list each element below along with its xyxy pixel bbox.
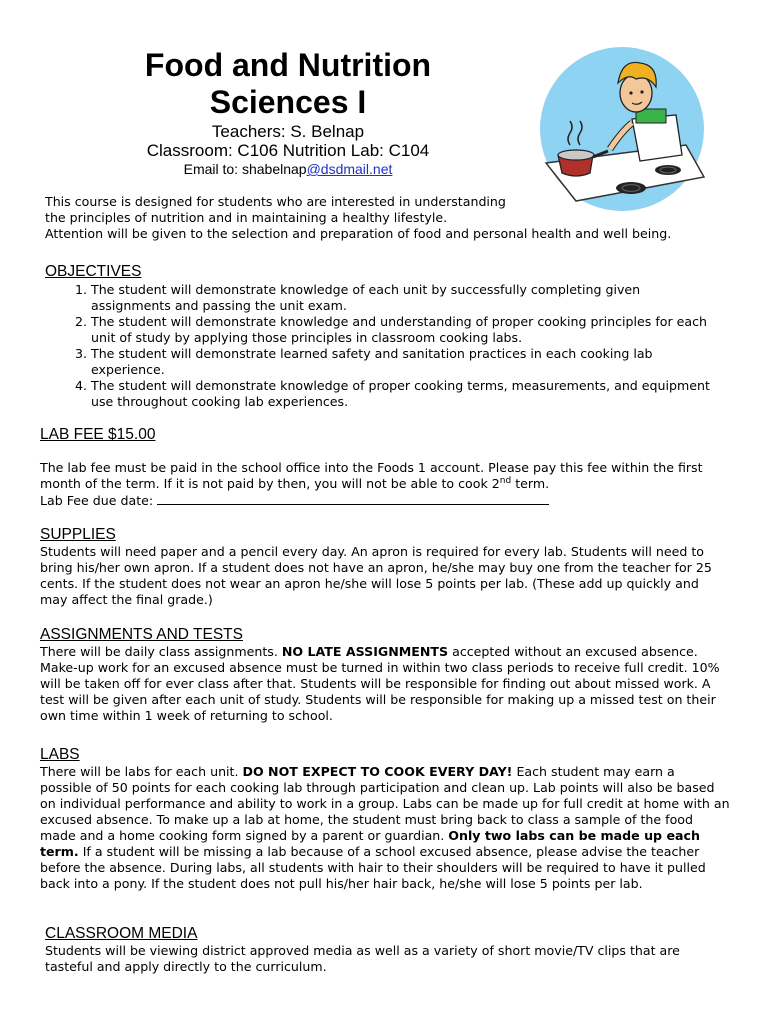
assignments-heading: ASSIGNMENTS AND TESTS [40, 626, 243, 643]
objective-item: 3. The student will demonstrate learned safety and sanitation practices in each cooking lab experience. [91, 346, 711, 378]
lab-fee-due-label: Lab Fee due date: [40, 493, 154, 508]
assignments-paragraph [40, 644, 730, 724]
due-date-blank[interactable] [157, 492, 549, 505]
media-paragraph: Students will be viewing district approved media as well as a variety of short movie/TV clips that are tasteful and apply directly to the curriculum. [45, 943, 680, 974]
title-line-2: Sciences I [209, 84, 367, 120]
labs-heading: LABS [40, 746, 80, 763]
supplies-heading: SUPPLIES [40, 526, 116, 543]
labs-warning: DO NOT EXPECT TO COOK EVERY DAY! [242, 764, 513, 779]
intro-line-2: the principles of nutrition and in maintaining a healthy lifestyle. [45, 210, 448, 225]
objective-item: 4. The student will demonstrate knowledge of proper cooking terms, measurements, and equipment use throughout cooking lab experiences. [91, 378, 711, 410]
page-title [88, 47, 488, 121]
lab-fee-paragraph [40, 460, 730, 509]
labs-makeup-limit: Only two labs can be made up each term. [40, 828, 700, 859]
cooking-student-icon [536, 45, 712, 215]
labs-paragraph [40, 764, 730, 892]
no-late-assignments: NO LATE ASSIGNMENTS [281, 644, 449, 659]
teachers-line: Teachers: S. Belnap [211, 122, 365, 141]
intro-line-3: Attention will be given to the selection and preparation of food and personal health and well being. [45, 226, 672, 241]
assignments-text-rest: accepted without an excused absence. Make-up work for an excused absence must be turned in within two class periods to receive full credit. 10% will be taken off for ever class after that. Students will be responsible for finding out about missed work. A test will be given after each unit of study. Students will be responsible for making up a missed test on their own time within 1 week of returning to school. [40, 644, 720, 723]
title-line-1: Food and Nutrition [144, 47, 432, 83]
email-prefix: Email to: shabelnap [183, 161, 307, 177]
labs-text: There will be labs for each unit. [40, 764, 243, 779]
objectives-heading: OBJECTIVES [45, 263, 142, 280]
labs-text-middle: Each student may earn a possible of 50 points for each cooking lab through participation and clean up. Lab points will also be based on individual performance and ability to work in a group. Labs can be made up for full credit at home with an excused absence. To make up a lab at home, the student must bring back to class a sample of the food made and a home cooking form signed by a parent or guardian. [40, 764, 730, 843]
assignments-text: There will be daily class assignments. [40, 644, 282, 659]
labs-text-end: If a student will be missing a lab because of a school excused absence, please advise the teacher before the absence. During labs, all students with hair to their shoulders will be required to have it pulled back into a pony. If the student does not pull his/her hair back, he/she will lose 5 points per lab. [40, 844, 706, 891]
email-line [88, 161, 488, 177]
intro-paragraph [45, 194, 725, 242]
lab-fee-due-date [40, 492, 730, 509]
media-heading: CLASSROOM MEDIA [45, 925, 198, 942]
objective-item: 1. The student will demonstrate knowledge of each unit by successfully completing given assignments and passing the unit exam. [91, 282, 711, 314]
supplies-paragraph: Students will need paper and a pencil every day. An apron is required for every lab. Students will need to bring his/her own apron. If a student does not have an apron, he/she may buy one from the teacher for 25 cents. If the student does not wear an apron he/she will lose 5 points per lab. (These add up quickly and may affect the final grade.) [40, 544, 712, 607]
objectives-list [41, 282, 711, 410]
classroom-line: Classroom: C106 Nutrition Lab: C104 [146, 141, 430, 160]
lab-fee-text: The lab fee must be paid in the school office into the Foods 1 account. Please pay this fee within the first month of the term. If it is not paid by then, you will not be able to cook 2 [40, 460, 703, 491]
lab-fee-heading: LAB FEE $15.00 [40, 426, 156, 443]
intro-line-1: This course is designed for students who are interested in understanding [45, 194, 506, 209]
ordinal-suffix: nd [499, 475, 512, 486]
objective-item: 2. The student will demonstrate knowledge and understanding of proper cooking principles for each unit of study by applying those principles in classroom cooking labs. [91, 314, 711, 346]
email-link[interactable]: @dsdmail.net [306, 161, 393, 177]
lab-fee-text-end: term. [511, 476, 550, 491]
